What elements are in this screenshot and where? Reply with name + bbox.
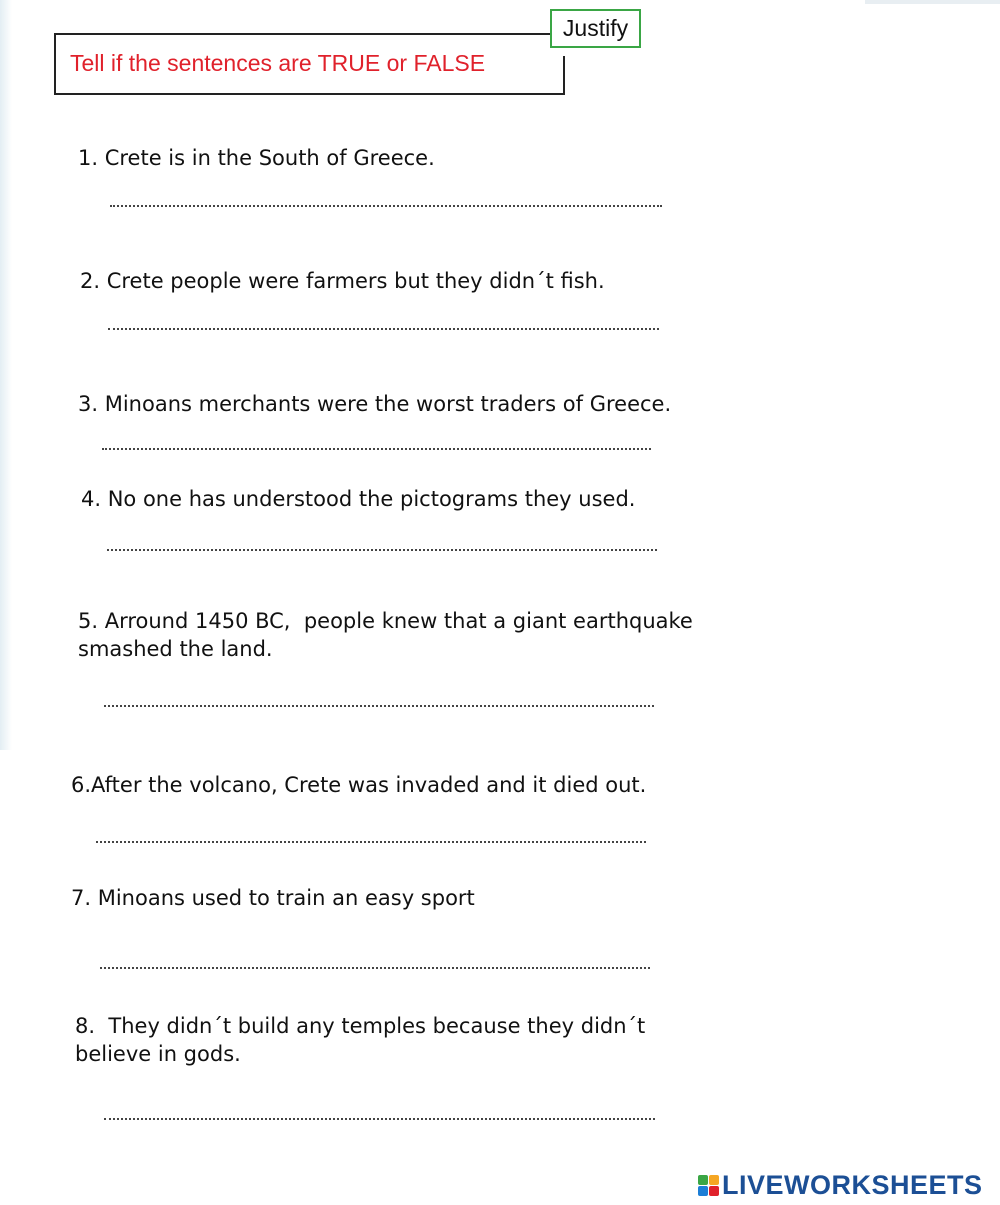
- question-6: 6.After the volcano, Crete was invaded and it died out.: [71, 773, 647, 797]
- answer-field-2[interactable]: [108, 328, 659, 330]
- logo-block-blue: [698, 1186, 708, 1196]
- logo-blocks-icon: [698, 1175, 719, 1196]
- question-7: 7. Minoans used to train an easy sport: [71, 886, 475, 910]
- page-top-tint: [865, 0, 1000, 4]
- logo-block-green: [698, 1175, 708, 1185]
- answer-field-3[interactable]: [102, 448, 651, 450]
- logo-block-orange: [709, 1175, 719, 1185]
- question-1: 1. Crete is in the South of Greece.: [78, 146, 435, 170]
- question-4: 4. No one has understood the pictograms they used.: [81, 487, 636, 511]
- answer-field-5[interactable]: [104, 705, 654, 707]
- answer-field-4[interactable]: [107, 549, 657, 551]
- question-2: 2. Crete people were farmers but they didn´t fish.: [80, 269, 605, 293]
- instruction-box-edge: [563, 56, 565, 95]
- page-edge-tint: [0, 0, 12, 750]
- answer-field-7[interactable]: [100, 967, 650, 969]
- liveworksheets-logo: [698, 1170, 983, 1200]
- justify-label: Justify: [550, 9, 641, 48]
- logo-text: LIVEWORKSHEETS: [722, 1169, 983, 1200]
- question-3: 3. Minoans merchants were the worst traders of Greece.: [78, 392, 672, 416]
- question-8: 8. They didn´t build any temples because they didn´t believe in gods.: [75, 1014, 646, 1066]
- answer-field-1[interactable]: [110, 205, 662, 207]
- instruction-text: Tell if the sentences are TRUE or FALSE: [70, 50, 486, 76]
- answer-field-6[interactable]: [96, 841, 646, 843]
- answer-field-8[interactable]: [104, 1118, 655, 1120]
- logo-block-red: [709, 1186, 719, 1196]
- question-5: 5. Arround 1450 BC, people knew that a giant earthquake smashed the land.: [78, 609, 693, 661]
